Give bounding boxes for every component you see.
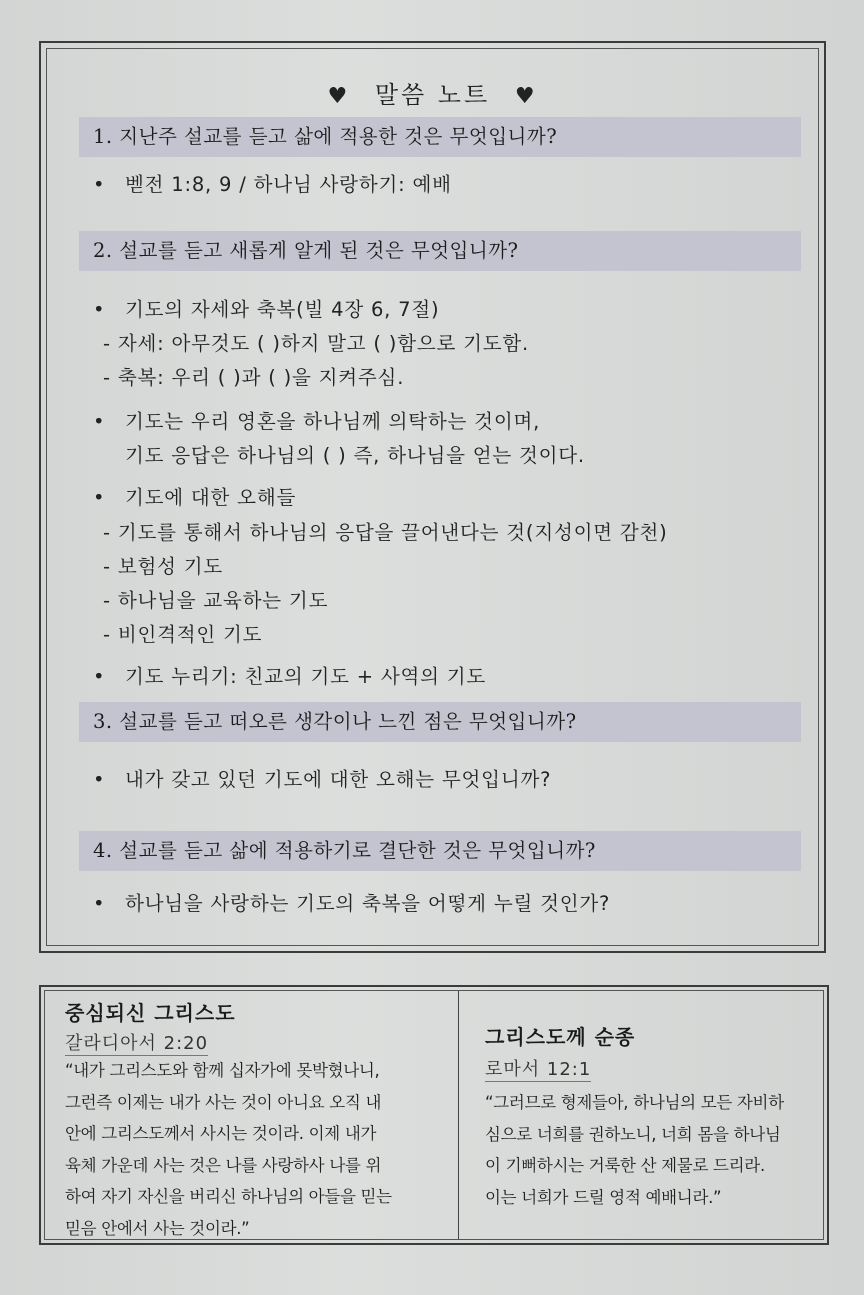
note-line: • 기도 누리기: 친교의 기도 + 사역의 기도 — [93, 661, 486, 689]
verse-divider — [458, 991, 459, 1239]
note-line: • 기도는 우리 영혼을 하나님께 의탁하는 것이며, — [93, 406, 540, 434]
note-line: - 축복: 우리 ( )과 ( )을 지켜주심. — [103, 366, 405, 389]
verse-line: 심으로 너희를 권하노니, 너희 몸을 하나님 — [485, 1124, 781, 1144]
note-line: - 하나님을 교육하는 기도 — [103, 589, 329, 612]
note-title — [47, 75, 818, 110]
note-line: • 기도에 대한 오해들 — [93, 482, 296, 510]
note-line: - 비인격적인 기도 — [103, 623, 263, 646]
verse-box — [39, 985, 829, 1245]
answer-1: • 벧전 1:8, 9 / 하나님 사랑하기: 예배 — [93, 169, 452, 197]
verse-line: 육체 가운데 사는 것은 나를 사랑하사 나를 위 — [65, 1155, 382, 1175]
verse-right-reference: 로마서 12:1 — [485, 1055, 591, 1082]
note-line: 기도 응답은 하나님의 ( ) 즉, 하나님을 얻는 것이다. — [125, 444, 585, 467]
answer-3: • 내가 갖고 있던 기도에 대한 오해는 무엇입니까? — [93, 764, 551, 792]
verse-box-inner-frame — [44, 990, 824, 1240]
heart-icon: ♥ — [327, 84, 351, 109]
verse-line: 그런즉 이제는 내가 사는 것이 아니요 오직 내 — [65, 1092, 382, 1112]
question-2-bar: 2. 설교를 듣고 새롭게 알게 된 것은 무엇입니까? — [79, 231, 801, 271]
verse-line: 하여 자기 자신을 버리신 하나님의 아들을 믿는 — [65, 1187, 392, 1206]
sermon-note-box — [39, 41, 826, 953]
note-line: - 보험성 기도 — [103, 555, 224, 578]
verse-line: 믿음 안에서 사는 것이라.” — [65, 1218, 250, 1238]
question-3-bar: 3. 설교를 듣고 떠오른 생각이나 느낀 점은 무엇입니까? — [79, 702, 801, 742]
verse-right-text — [485, 1087, 784, 1213]
note-title-text: 말씀 노트 — [374, 81, 491, 109]
note-line: • 기도의 자세와 축복(빌 4장 6, 7절) — [93, 294, 439, 322]
question-4-bar: 4. 설교를 듣고 삶에 적용하기로 결단한 것은 무엇입니까? — [79, 831, 801, 871]
verse-line: 안에 그리스도께서 사시는 것이라. 이제 내가 — [65, 1124, 377, 1143]
note-line: - 자세: 아무것도 ( )하지 말고 ( )함으로 기도함. — [103, 332, 530, 355]
question-1-bar: 1. 지난주 설교를 듣고 삶에 적용한 것은 무엇입니까? — [79, 117, 801, 157]
heart-icon: ♥ — [514, 84, 538, 109]
verse-left-reference: 갈라디아서 2:20 — [65, 1029, 208, 1056]
verse-left-title: 중심되신 그리스도 — [65, 1001, 236, 1025]
verse-line: “그러므로 형제들아, 하나님의 모든 자비하 — [485, 1093, 784, 1112]
answer-4: • 하나님을 사랑하는 기도의 축복을 어떻게 누릴 것인가? — [93, 888, 610, 916]
verse-line: “내가 그리스도와 함께 십자가에 못박혔나니, — [65, 1061, 380, 1080]
verse-line: 이 기뻐하시는 거룩한 산 제물로 드리라. — [485, 1156, 765, 1175]
sermon-note-inner-frame — [46, 48, 819, 946]
verse-line: 이는 너희가 드릴 영적 예배니라.” — [485, 1187, 722, 1207]
verse-left-text — [65, 1055, 392, 1244]
verse-right-title: 그리스도께 순종 — [485, 1025, 636, 1049]
note-line: - 기도를 통해서 하나님의 응답을 끌어낸다는 것(지성이면 감천) — [103, 521, 668, 544]
